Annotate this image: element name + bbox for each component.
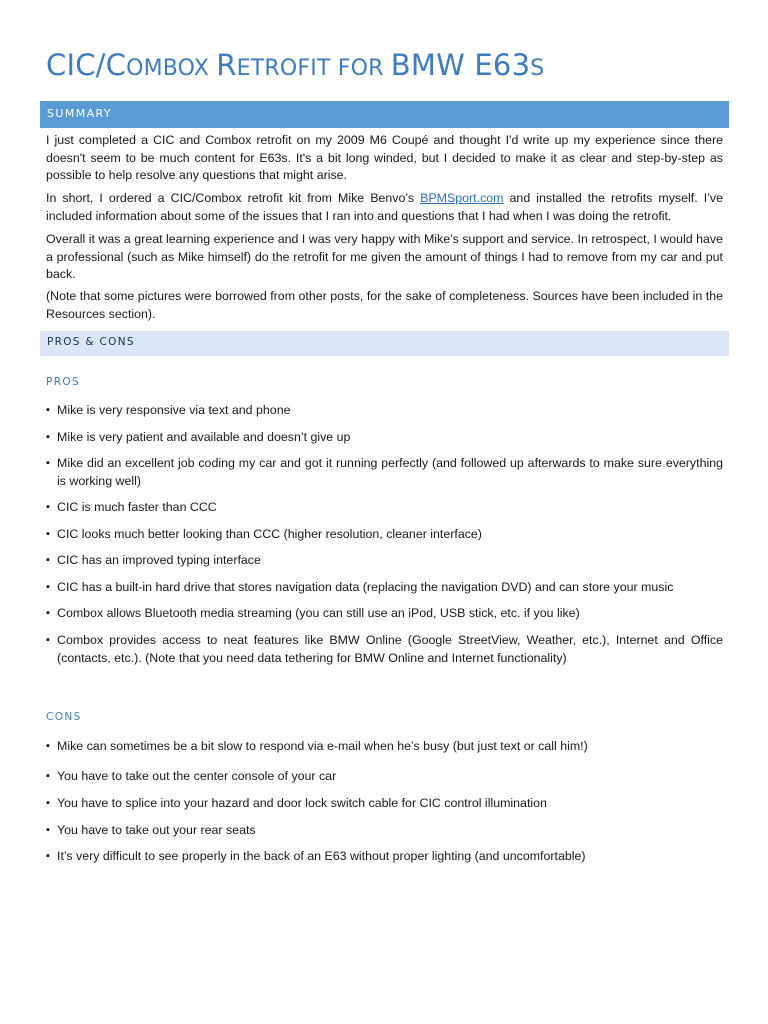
summary-heading: SUMMARY bbox=[47, 107, 112, 120]
list-item-text: Combox allows Bluetooth media streaming (you can still use an iPod, USB stick, etc. if you like) bbox=[57, 606, 580, 620]
bullet-icon: ▪ bbox=[46, 457, 50, 469]
summary-paragraph-2-text: In short, I ordered a CIC/Combox retrofit kit from Mike Benvo’s bbox=[46, 191, 421, 205]
bullet-icon: ▪ bbox=[46, 501, 50, 513]
bullet-icon: ▪ bbox=[46, 528, 50, 540]
summary-paragraph-2 bbox=[46, 190, 723, 225]
bullet-icon: ▪ bbox=[46, 770, 50, 782]
summary-heading-band bbox=[40, 101, 729, 128]
bullet-icon: ▪ bbox=[46, 554, 50, 566]
bullet-icon: ▪ bbox=[46, 581, 50, 593]
summary-paragraph-3: Overall it was a great learning experience and I was very happy with Mike’s support and service. In retrospect, I would have a professional (such as Mike himself) do the retrofit for me given the amount of things I had to remove from my car and put back. bbox=[46, 232, 723, 282]
list-item-text: Mike is very responsive via text and phone bbox=[57, 403, 291, 417]
list-item-text: Combox provides access to neat features like BMW Online (Google StreetView, Weather, etc.), Internet and Office (contacts, etc.). (Note that you need data tethering for BMW Online and Internet functionality) bbox=[57, 633, 723, 665]
list-item-pro bbox=[46, 402, 723, 420]
title-part: BMW E63 bbox=[390, 48, 531, 82]
list-item-text: CIC has an improved typing interface bbox=[57, 553, 261, 567]
title-part: R bbox=[216, 48, 237, 82]
bpmsport-link[interactable]: BPMSport.com bbox=[420, 191, 504, 205]
list-item-pro bbox=[46, 579, 723, 597]
list-item-pro bbox=[46, 499, 723, 517]
list-item-con bbox=[46, 822, 723, 840]
pros-cons-heading-band bbox=[40, 331, 729, 356]
list-item-text: You have to splice into your hazard and door lock switch cable for CIC control illumination bbox=[57, 796, 547, 810]
title-part: ETROFIT FOR bbox=[236, 56, 391, 81]
list-item-con bbox=[46, 848, 723, 866]
pros-cons-heading: PROS & CONS bbox=[47, 336, 135, 348]
list-item-text: Mike is very patient and available and doesn’t give up bbox=[57, 430, 351, 444]
bullet-icon: ▪ bbox=[46, 824, 50, 836]
bullet-icon: ▪ bbox=[46, 797, 50, 809]
list-item-pro bbox=[46, 526, 723, 544]
list-item-pro bbox=[46, 605, 723, 623]
bullet-icon: ▪ bbox=[46, 404, 50, 416]
list-item-text: Mike can sometimes be a bit slow to respond via e-mail when he’s busy (but just text or call him!) bbox=[57, 739, 588, 753]
list-item-text: It’s very difficult to see properly in the back of an E63 without proper lighting (and uncomfortable) bbox=[57, 849, 586, 863]
list-item-pro bbox=[46, 632, 723, 667]
summary-paragraph-4: (Note that some pictures were borrowed from other posts, for the sake of completeness. Sources have been included in the Resources section). bbox=[46, 289, 723, 321]
list-item-text: Mike did an excellent job coding my car and got it running perfectly (and followed up afterwards to make sure everything is working well) bbox=[57, 456, 723, 488]
list-item-text: CIC is much faster than CCC bbox=[57, 500, 217, 514]
title-part: CIC/C bbox=[46, 48, 127, 82]
list-item-text: You have to take out your rear seats bbox=[57, 823, 256, 837]
bullet-icon: ▪ bbox=[46, 607, 50, 619]
title-part: S bbox=[530, 56, 545, 81]
list-item-pro bbox=[46, 552, 723, 570]
list-item-pro bbox=[46, 455, 723, 490]
list-item-text: CIC has a built-in hard drive that stores navigation data (replacing the navigation DVD) and can store your music bbox=[57, 580, 674, 594]
bullet-icon: ▪ bbox=[46, 431, 50, 443]
list-item-con bbox=[46, 795, 723, 813]
list-item-con bbox=[46, 738, 723, 756]
pros-heading: PROS bbox=[46, 376, 81, 388]
list-item-text: You have to take out the center console of your car bbox=[57, 769, 337, 783]
bullet-icon: ▪ bbox=[46, 850, 50, 862]
summary-paragraph-2-text: and installed the retrofits myself. I’ve included information about some of the issues that I ran into and questions that I had when I was doing the retrofit. bbox=[46, 191, 723, 223]
list-item-pro bbox=[46, 429, 723, 447]
summary-paragraph-1: I just completed a CIC and Combox retrofit on my 2009 M6 Coupé and thought I'd write up my experience since there doesn't seem to be much content for E63s. It's a bit long winded, but I decided to make it as clear and step-by-step as possible to help resolve any questions that might arise. bbox=[46, 133, 723, 183]
bullet-icon: ▪ bbox=[46, 740, 50, 752]
list-item-con bbox=[46, 768, 723, 786]
cons-heading: CONS bbox=[46, 711, 82, 723]
list-item-text: CIC looks much better looking than CCC (higher resolution, cleaner interface) bbox=[57, 527, 482, 541]
document-title bbox=[46, 48, 544, 82]
bullet-icon: ▪ bbox=[46, 634, 50, 646]
title-part: OMBOX bbox=[126, 56, 217, 81]
